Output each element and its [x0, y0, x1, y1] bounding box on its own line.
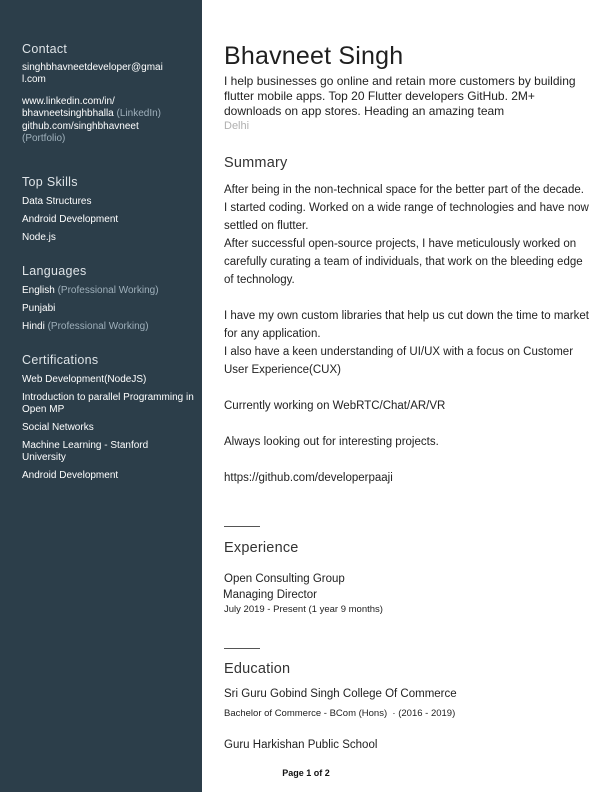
- page-footer: [0, 768, 612, 778]
- certifications-section: [22, 353, 194, 488]
- language-item: [22, 321, 194, 333]
- summary-paragraph: Currently working on WebRTC/Chat/AR/VR: [224, 400, 446, 412]
- summary-paragraph: I have my own custom libraries that help us cut down the time to market for any application.: [224, 310, 589, 340]
- skill-item: Data Structures: [22, 196, 92, 207]
- github-link[interactable]: [22, 121, 194, 145]
- page-number: Page 1 of 2: [282, 768, 330, 778]
- education-school: Sri Guru Gobind Singh College Of Commerce: [224, 688, 457, 700]
- contact-heading: Contact: [22, 42, 68, 56]
- certifications-heading: Certifications: [22, 353, 99, 367]
- education-school: Guru Harkishan Public School: [224, 739, 378, 751]
- certification-item: Android Development: [22, 470, 119, 481]
- sidebar: [0, 0, 202, 792]
- certification-item: Machine Learning - Stanford University: [22, 440, 149, 463]
- experience-heading: Experience: [224, 540, 299, 556]
- language-item: [22, 303, 194, 315]
- contact-section: [22, 42, 194, 145]
- profile-location: Delhi: [224, 120, 250, 132]
- languages-section: [22, 264, 194, 339]
- summary-paragraph: After being in the non-technical space for the better part of the decade.: [224, 184, 584, 196]
- education-degree: Bachelor of Commerce - BCom (Hons) · (2016 - 2019): [224, 708, 456, 719]
- summary-paragraph: I started coding. Worked on a wide range of technologies and have now settled on flutter.: [224, 202, 589, 232]
- summary-paragraph: I also have a keen understanding of UI/UX with a focus on Customer User Experience(CUX): [224, 346, 574, 376]
- certification-item: Introduction to parallel Programming in Open MP: [22, 392, 194, 415]
- summary-paragraph: After successful open-source projects, I have meticulously worked on carefully curating a team of individuals, that work on the bleeding edge of technology.: [224, 238, 583, 286]
- languages-heading: Languages: [22, 264, 87, 278]
- language-level: (Professional Working): [57, 285, 159, 296]
- summary-heading: Summary: [224, 155, 288, 171]
- language-name: English: [22, 285, 55, 296]
- email-link[interactable]: [22, 62, 194, 86]
- skill-item: Android Development: [22, 214, 119, 225]
- github-url: github.com/singhbhavneet: [22, 121, 139, 132]
- education-heading: Education: [224, 661, 291, 677]
- summary-paragraph: Always looking out for interesting projects.: [224, 436, 439, 448]
- language-name: Punjabi: [22, 303, 56, 314]
- email-line-1: singhbhavneetdeveloper@gmai: [22, 62, 163, 73]
- linkedin-line-2: bhavneetsinghbhalla: [22, 108, 114, 119]
- section-divider: [224, 648, 260, 649]
- certification-item: Social Networks: [22, 422, 94, 433]
- linkedin-link[interactable]: [22, 96, 194, 120]
- experience-role: Managing Director: [223, 589, 317, 601]
- email-line-2: l.com: [22, 74, 46, 85]
- profile-headline: I help businesses go online and retain more customers by building flutter mobile apps. Top 20 Flutter developers GitHub. 2M+ downloads on app stores. Heading an amazing team: [224, 74, 576, 118]
- skills-section: [22, 175, 194, 250]
- linkedin-line-1: www.linkedin.com/in/: [22, 96, 115, 107]
- language-level: (Professional Working): [47, 321, 149, 332]
- summary-body: [224, 181, 592, 487]
- github-tag: (Portfolio): [22, 133, 66, 144]
- language-name: Hindi: [22, 321, 45, 332]
- experience-dates: July 2019 - Present (1 year 9 months): [224, 604, 383, 615]
- language-item: [22, 285, 194, 297]
- section-divider: [224, 526, 260, 527]
- skills-heading: Top Skills: [22, 175, 78, 189]
- skill-item: Node.js: [22, 232, 56, 243]
- profile-name: Bhavneet Singh: [224, 42, 404, 70]
- linkedin-tag: (LinkedIn): [116, 108, 161, 119]
- github-profile-link[interactable]: https://github.com/developerpaaji: [224, 472, 393, 484]
- experience-company: Open Consulting Group: [224, 573, 345, 585]
- certification-item: Web Development(NodeJS): [22, 374, 147, 385]
